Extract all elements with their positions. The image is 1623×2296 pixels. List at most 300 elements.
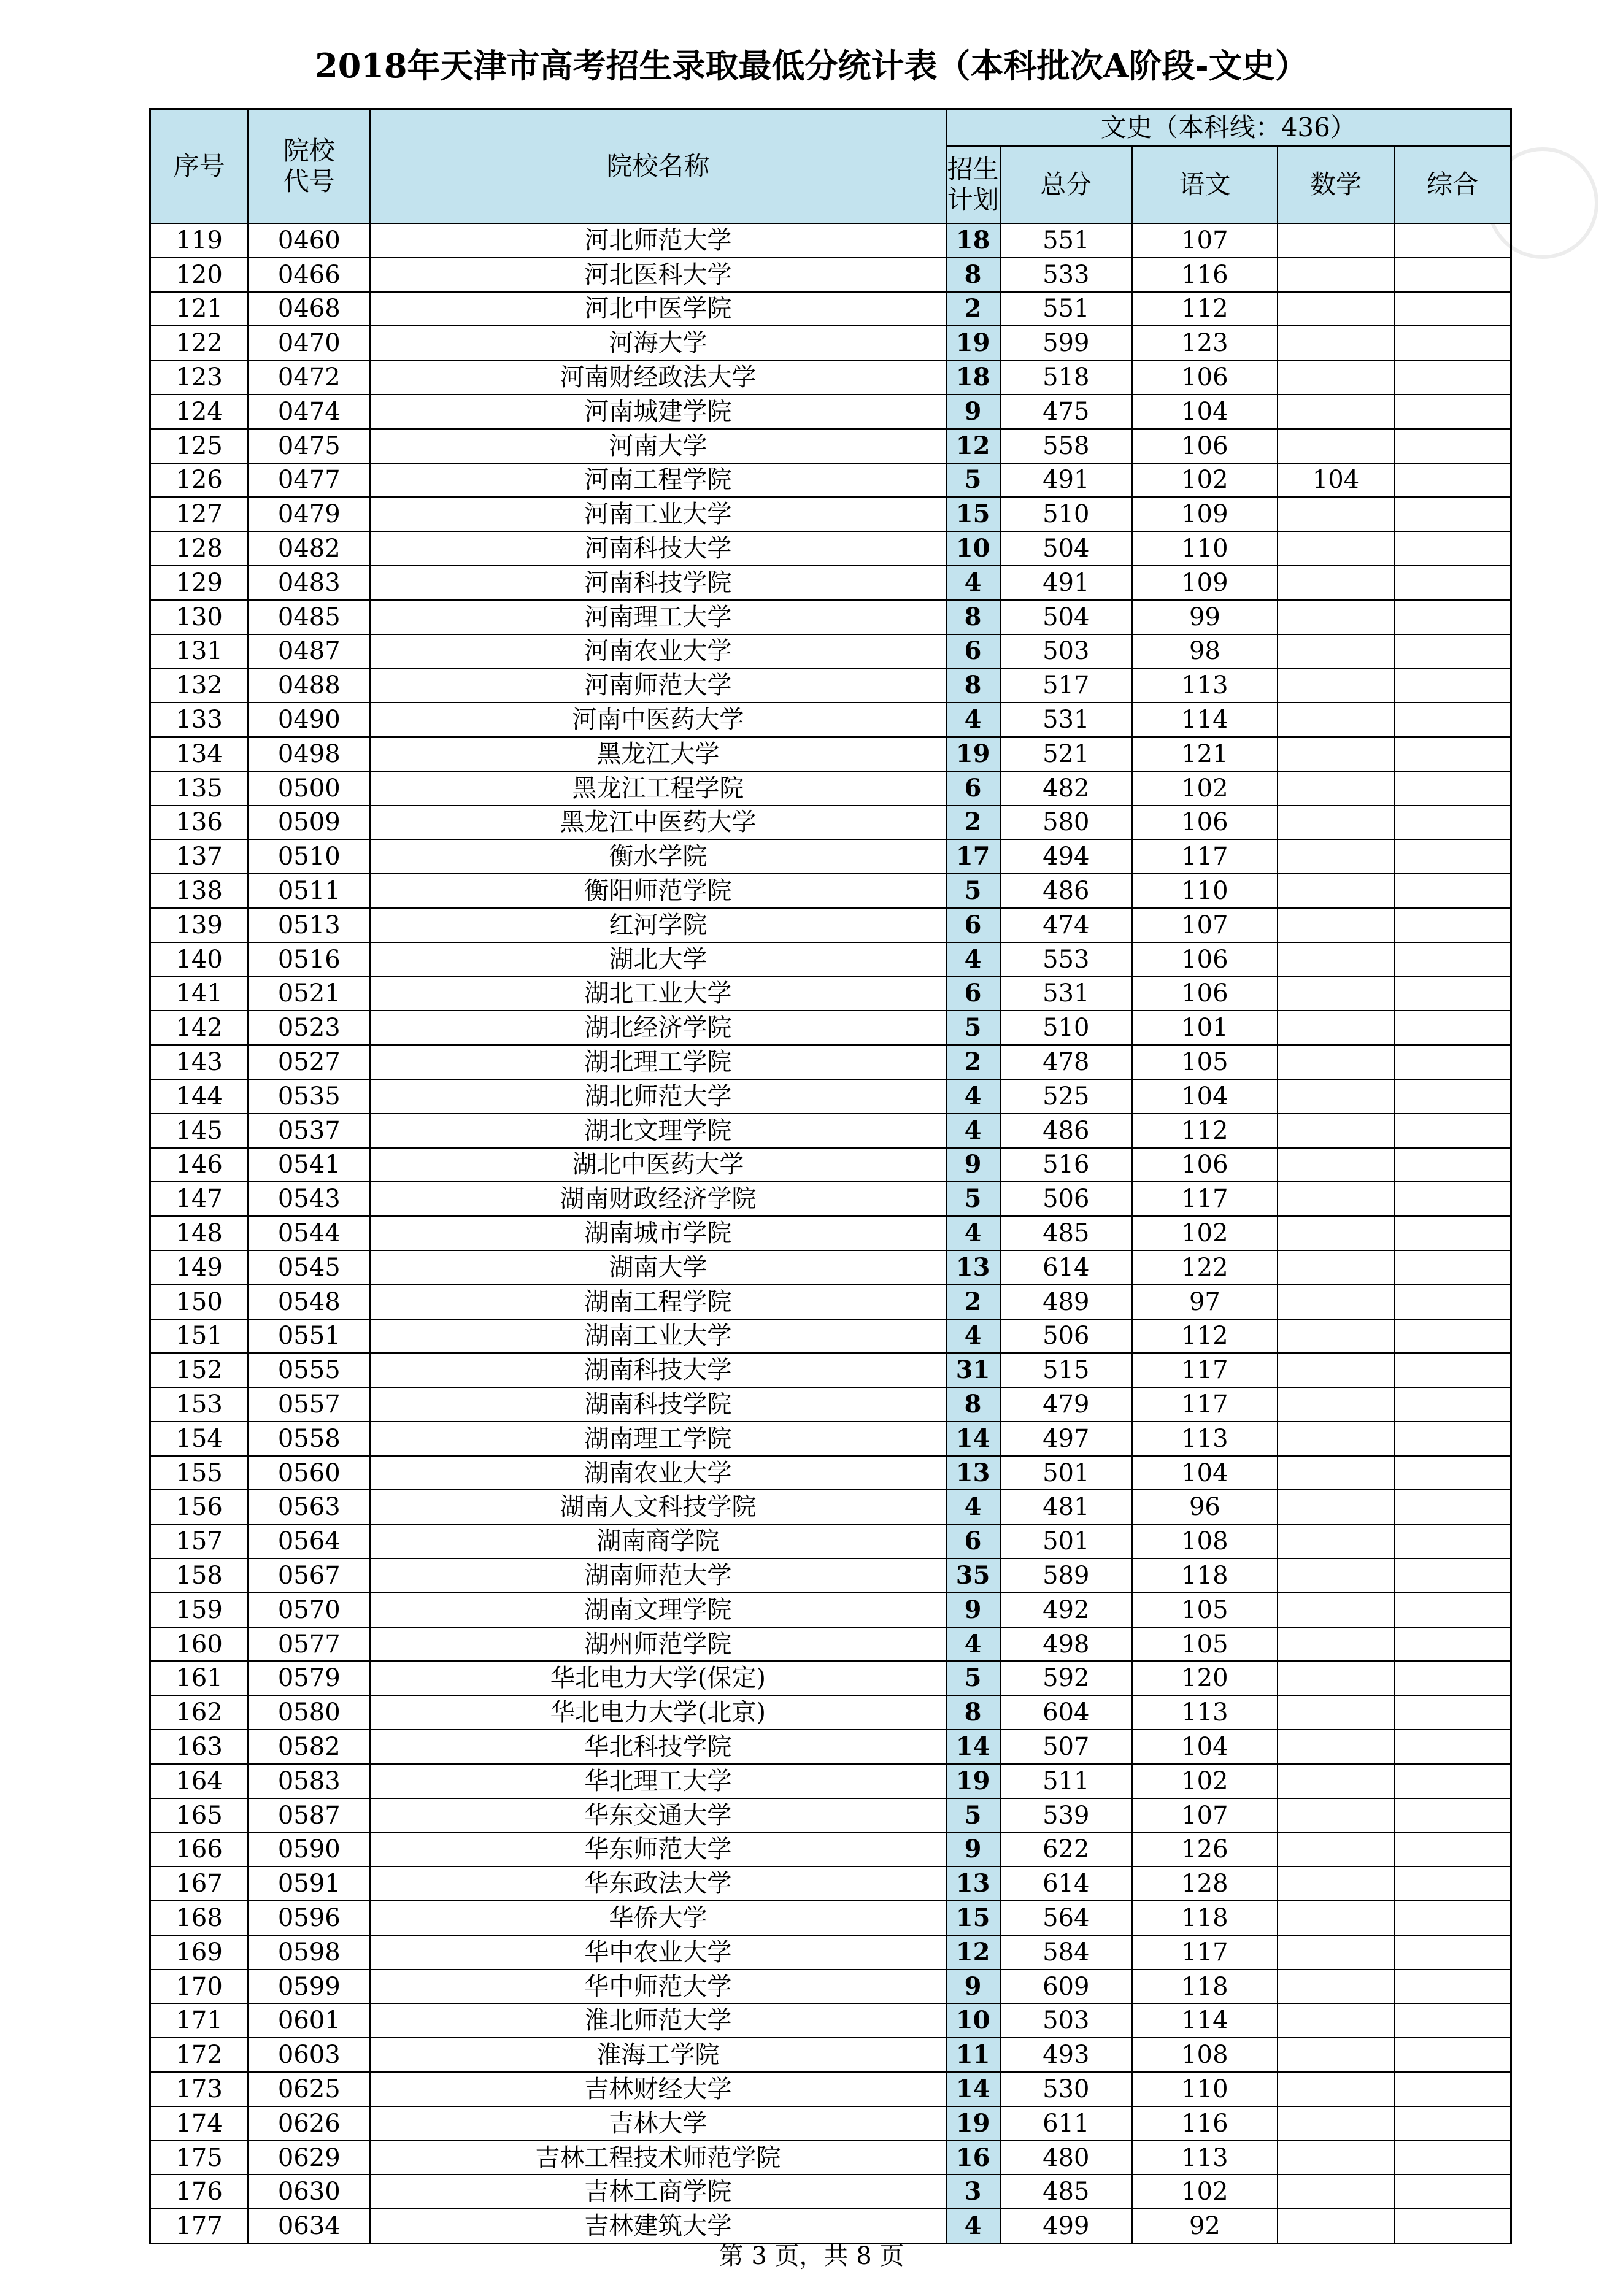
row-math [1278,2072,1394,2106]
row-plan: 15 [946,1901,1000,1935]
page-footer: 第 3 页，共 8 页 [719,2242,904,2270]
row-comprehensive [1394,2141,1511,2175]
row-school-name: 华北理工大学 [370,1764,946,1798]
row-comprehensive [1394,1627,1511,1662]
row-math [1278,1148,1394,1182]
table-row [150,429,1511,463]
row-code: 0630 [248,2175,370,2209]
row-seq: 147 [150,1182,249,1216]
row-plan: 19 [946,737,1000,771]
row-math: 104 [1278,463,1394,498]
row-seq: 132 [150,668,249,703]
row-comprehensive [1394,292,1511,326]
row-code: 0482 [248,531,370,566]
row-code: 0498 [248,737,370,771]
row-total: 525 [1000,1079,1132,1114]
row-chinese: 110 [1132,2072,1278,2106]
row-math [1278,2106,1394,2141]
row-plan: 6 [946,771,1000,806]
row-plan: 6 [946,1524,1000,1558]
table-row [150,1319,1511,1354]
row-chinese: 117 [1132,1353,1278,1387]
row-plan: 4 [946,1079,1000,1114]
row-chinese: 116 [1132,258,1278,292]
row-school-name: 华东师范大学 [370,1832,946,1866]
row-plan: 2 [946,1285,1000,1319]
row-total: 503 [1000,634,1132,669]
row-chinese: 114 [1132,2003,1278,2038]
row-math [1278,1114,1394,1148]
score-table-container [149,108,1512,2244]
row-school-name: 湖北工业大学 [370,977,946,1011]
row-code: 0488 [248,668,370,703]
table-row [150,2106,1511,2141]
row-plan: 4 [946,1627,1000,1662]
row-chinese: 104 [1132,1456,1278,1490]
row-code: 0598 [248,1935,370,1970]
row-plan: 19 [946,2106,1000,2141]
row-math [1278,1627,1394,1662]
row-chinese: 117 [1132,839,1278,874]
row-code: 0477 [248,463,370,498]
row-chinese: 113 [1132,1695,1278,1730]
row-total: 507 [1000,1730,1132,1764]
row-chinese: 110 [1132,531,1278,566]
table-row [150,1695,1511,1730]
table-row [150,874,1511,908]
table-row [150,1045,1511,1079]
row-total: 499 [1000,2209,1132,2243]
table-row [150,737,1511,771]
table-row [150,839,1511,874]
row-math [1278,908,1394,942]
row-plan: 2 [946,806,1000,840]
row-school-name: 湖南师范大学 [370,1558,946,1593]
row-chinese: 116 [1132,2106,1278,2141]
row-school-name: 湖南大学 [370,1250,946,1285]
row-math [1278,1422,1394,1456]
row-total: 491 [1000,463,1132,498]
row-chinese: 117 [1132,1935,1278,1970]
row-code: 0577 [248,1627,370,1662]
row-school-name: 湖南科技学院 [370,1387,946,1422]
row-math [1278,395,1394,429]
row-seq: 166 [150,1832,249,1866]
row-math [1278,326,1394,360]
row-comprehensive [1394,1422,1511,1456]
row-comprehensive [1394,1182,1511,1216]
row-plan: 17 [946,839,1000,874]
row-total: 479 [1000,1387,1132,1422]
row-code: 0544 [248,1216,370,1250]
row-school-name: 河北中医学院 [370,292,946,326]
row-total: 551 [1000,223,1132,258]
row-math [1278,531,1394,566]
row-math [1278,1764,1394,1798]
row-math [1278,942,1394,977]
row-comprehensive [1394,668,1511,703]
table-row [150,1730,1511,1764]
row-total: 510 [1000,497,1132,531]
row-comprehensive [1394,1285,1511,1319]
table-row [150,1250,1511,1285]
header-school-name: 院校名称 [370,109,946,224]
row-seq: 127 [150,497,249,531]
row-comprehensive [1394,2038,1511,2072]
row-seq: 142 [150,1011,249,1045]
row-math [1278,668,1394,703]
table-row [150,2141,1511,2175]
row-comprehensive [1394,1866,1511,1901]
row-plan: 2 [946,292,1000,326]
row-chinese: 107 [1132,223,1278,258]
page-title: 2018年天津市高考招生录取最低分统计表（本科批次A阶段-文史） [315,46,1308,85]
row-seq: 157 [150,1524,249,1558]
row-plan: 13 [946,1866,1000,1901]
row-math [1278,703,1394,737]
row-math [1278,1216,1394,1250]
row-plan: 8 [946,1387,1000,1422]
row-code: 0460 [248,223,370,258]
row-chinese: 112 [1132,1319,1278,1354]
row-comprehensive [1394,223,1511,258]
row-school-name: 湖州师范学院 [370,1627,946,1662]
row-code: 0558 [248,1422,370,1456]
row-plan: 4 [946,566,1000,600]
row-seq: 131 [150,634,249,669]
row-seq: 135 [150,771,249,806]
row-seq: 153 [150,1387,249,1422]
row-comprehensive [1394,1695,1511,1730]
row-math [1278,771,1394,806]
row-seq: 161 [150,1661,249,1695]
row-math [1278,1045,1394,1079]
header-code: 院校 代号 [248,109,370,224]
row-math [1278,1319,1394,1354]
row-math [1278,1695,1394,1730]
table-row [150,908,1511,942]
row-total: 604 [1000,1695,1132,1730]
row-school-name: 吉林财经大学 [370,2072,946,2106]
row-code: 0475 [248,429,370,463]
row-chinese: 108 [1132,1524,1278,1558]
row-total: 611 [1000,2106,1132,2141]
row-total: 551 [1000,292,1132,326]
row-comprehensive [1394,771,1511,806]
row-plan: 18 [946,360,1000,395]
row-total: 504 [1000,531,1132,566]
table-row [150,1832,1511,1866]
row-total: 614 [1000,1250,1132,1285]
row-code: 0545 [248,1250,370,1285]
row-plan: 15 [946,497,1000,531]
row-total: 531 [1000,703,1132,737]
row-seq: 170 [150,1970,249,2004]
table-row [150,1114,1511,1148]
row-school-name: 红河学院 [370,908,946,942]
row-total: 506 [1000,1182,1132,1216]
table-row [150,566,1511,600]
row-plan: 6 [946,977,1000,1011]
row-seq: 150 [150,1285,249,1319]
row-code: 0583 [248,1764,370,1798]
row-comprehensive [1394,977,1511,1011]
row-comprehensive [1394,942,1511,977]
row-total: 589 [1000,1558,1132,1593]
row-chinese: 118 [1132,1901,1278,1935]
row-plan: 4 [946,1319,1000,1354]
row-code: 0587 [248,1798,370,1833]
row-school-name: 华北电力大学(北京) [370,1695,946,1730]
header-plan: 招生 计划 [946,146,1000,223]
row-chinese: 113 [1132,668,1278,703]
row-school-name: 河南理工大学 [370,600,946,634]
row-school-name: 吉林工程技术师范学院 [370,2141,946,2175]
row-code: 0580 [248,1695,370,1730]
row-chinese: 117 [1132,1182,1278,1216]
header-chinese: 语文 [1132,146,1278,223]
row-seq: 174 [150,2106,249,2141]
row-school-name: 河北医科大学 [370,258,946,292]
row-chinese: 104 [1132,1730,1278,1764]
header-group-wenshi: 文史（本科线：436） [946,109,1511,147]
row-chinese: 106 [1132,360,1278,395]
row-plan: 19 [946,1764,1000,1798]
row-chinese: 126 [1132,1832,1278,1866]
row-code: 0472 [248,360,370,395]
row-comprehensive [1394,1558,1511,1593]
table-row [150,1558,1511,1593]
row-plan: 31 [946,1353,1000,1387]
row-seq: 148 [150,1216,249,1250]
row-chinese: 107 [1132,908,1278,942]
row-total: 489 [1000,1285,1132,1319]
table-row [150,292,1511,326]
row-school-name: 淮北师范大学 [370,2003,946,2038]
row-code: 0596 [248,1901,370,1935]
row-chinese: 112 [1132,1114,1278,1148]
table-row [150,2003,1511,2038]
row-total: 492 [1000,1593,1132,1627]
row-seq: 121 [150,292,249,326]
row-total: 622 [1000,1832,1132,1866]
row-seq: 176 [150,2175,249,2209]
row-code: 0483 [248,566,370,600]
row-chinese: 102 [1132,1216,1278,1250]
header-comprehensive: 综合 [1394,146,1511,223]
row-code: 0590 [248,1832,370,1866]
row-total: 518 [1000,360,1132,395]
row-total: 474 [1000,908,1132,942]
row-seq: 136 [150,806,249,840]
row-plan: 14 [946,2072,1000,2106]
row-chinese: 106 [1132,977,1278,1011]
row-comprehensive [1394,1798,1511,1833]
table-row [150,2072,1511,2106]
row-plan: 8 [946,668,1000,703]
row-chinese: 128 [1132,1866,1278,1901]
row-math [1278,1558,1394,1593]
row-comprehensive [1394,1970,1511,2004]
row-school-name: 黑龙江中医药大学 [370,806,946,840]
row-chinese: 122 [1132,1250,1278,1285]
row-total: 478 [1000,1045,1132,1079]
row-plan: 5 [946,1182,1000,1216]
row-comprehensive [1394,1524,1511,1558]
row-total: 493 [1000,2038,1132,2072]
table-row [150,2209,1511,2243]
row-chinese: 121 [1132,737,1278,771]
table-row [150,223,1511,258]
row-comprehensive [1394,1730,1511,1764]
row-code: 0543 [248,1182,370,1216]
row-math [1278,1593,1394,1627]
row-plan: 14 [946,1730,1000,1764]
row-code: 0510 [248,839,370,874]
row-comprehensive [1394,258,1511,292]
table-row [150,1901,1511,1935]
row-code: 0564 [248,1524,370,1558]
row-plan: 12 [946,429,1000,463]
table-row [150,1456,1511,1490]
row-plan: 4 [946,942,1000,977]
row-chinese: 110 [1132,874,1278,908]
row-total: 510 [1000,1011,1132,1045]
row-school-name: 河南科技学院 [370,566,946,600]
row-math [1278,737,1394,771]
row-code: 0563 [248,1490,370,1524]
row-comprehensive [1394,395,1511,429]
row-school-name: 河南农业大学 [370,634,946,669]
row-seq: 158 [150,1558,249,1593]
row-seq: 164 [150,1764,249,1798]
row-seq: 145 [150,1114,249,1148]
row-plan: 12 [946,1935,1000,1970]
row-math [1278,1490,1394,1524]
row-plan: 4 [946,1490,1000,1524]
row-total: 599 [1000,326,1132,360]
table-row [150,942,1511,977]
row-total: 485 [1000,1216,1132,1250]
row-school-name: 河南中医药大学 [370,703,946,737]
table-row [150,1148,1511,1182]
row-plan: 9 [946,1148,1000,1182]
table-row [150,1627,1511,1662]
row-school-name: 华北科技学院 [370,1730,946,1764]
row-seq: 149 [150,1250,249,1285]
row-code: 0548 [248,1285,370,1319]
row-seq: 126 [150,463,249,498]
row-plan: 6 [946,908,1000,942]
row-comprehensive [1394,1079,1511,1114]
row-comprehensive [1394,531,1511,566]
row-school-name: 湖北师范大学 [370,1079,946,1114]
row-total: 482 [1000,771,1132,806]
row-school-name: 湖南理工学院 [370,1422,946,1456]
table-row [150,771,1511,806]
row-chinese: 109 [1132,566,1278,600]
table-row [150,1216,1511,1250]
row-school-name: 河南工程学院 [370,463,946,498]
row-seq: 120 [150,258,249,292]
table-row [150,1490,1511,1524]
row-code: 0591 [248,1866,370,1901]
row-school-name: 黑龙江大学 [370,737,946,771]
table-row [150,2038,1511,2072]
row-code: 0603 [248,2038,370,2072]
table-row [150,360,1511,395]
row-code: 0523 [248,1011,370,1045]
row-seq: 146 [150,1148,249,1182]
row-comprehensive [1394,1045,1511,1079]
row-plan: 9 [946,1832,1000,1866]
row-chinese: 105 [1132,1627,1278,1662]
table-header [150,109,1511,224]
row-total: 503 [1000,2003,1132,2038]
row-seq: 177 [150,2209,249,2243]
row-comprehensive [1394,2106,1511,2141]
row-comprehensive [1394,1114,1511,1148]
row-total: 558 [1000,429,1132,463]
table-row [150,395,1511,429]
row-seq: 168 [150,1901,249,1935]
row-chinese: 102 [1132,771,1278,806]
row-code: 0626 [248,2106,370,2141]
row-comprehensive [1394,1901,1511,1935]
row-seq: 138 [150,874,249,908]
row-chinese: 105 [1132,1045,1278,1079]
row-code: 0551 [248,1319,370,1354]
row-chinese: 104 [1132,1079,1278,1114]
row-code: 0468 [248,292,370,326]
row-comprehensive [1394,600,1511,634]
row-comprehensive [1394,634,1511,669]
row-school-name: 河南科技大学 [370,531,946,566]
row-code: 0511 [248,874,370,908]
row-seq: 129 [150,566,249,600]
header-seq: 序号 [150,109,249,224]
row-seq: 159 [150,1593,249,1627]
row-seq: 163 [150,1730,249,1764]
row-chinese: 114 [1132,703,1278,737]
row-chinese: 102 [1132,2175,1278,2209]
row-total: 491 [1000,566,1132,600]
row-comprehensive [1394,806,1511,840]
row-total: 498 [1000,1627,1132,1662]
row-seq: 141 [150,977,249,1011]
row-comprehensive [1394,1319,1511,1354]
row-math [1278,1285,1394,1319]
table-row [150,326,1511,360]
row-math [1278,1832,1394,1866]
row-plan: 5 [946,1798,1000,1833]
row-school-name: 湖南城市学院 [370,1216,946,1250]
row-chinese: 120 [1132,1661,1278,1695]
row-code: 0513 [248,908,370,942]
row-comprehensive [1394,2072,1511,2106]
row-comprehensive [1394,839,1511,874]
row-code: 0567 [248,1558,370,1593]
row-comprehensive [1394,2175,1511,2209]
row-school-name: 华北电力大学(保定) [370,1661,946,1695]
row-school-name: 湖南文理学院 [370,1593,946,1627]
row-plan: 8 [946,1695,1000,1730]
row-school-name: 湖南财政经济学院 [370,1182,946,1216]
row-chinese: 106 [1132,806,1278,840]
row-comprehensive [1394,429,1511,463]
row-seq: 152 [150,1353,249,1387]
row-math [1278,223,1394,258]
